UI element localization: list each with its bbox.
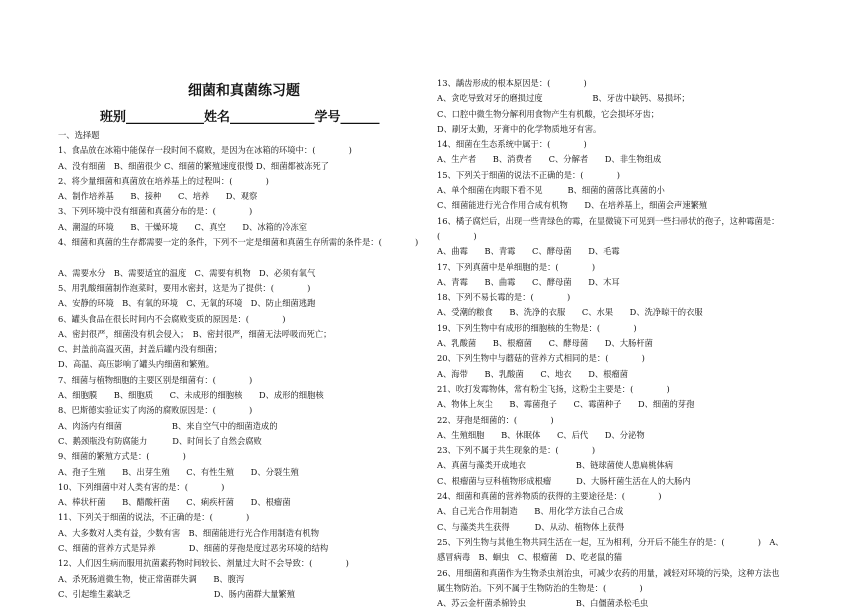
text-line: A、孢子生殖 B、出芽生殖 C、有性生殖 D、分裂生殖 xyxy=(58,466,299,477)
text-line: ( ) xyxy=(437,230,477,241)
text-line: 14、细菌在生态系统中属于：( ) xyxy=(437,139,587,150)
text-line: 一、选择题 xyxy=(58,130,100,140)
text-line: 6、罐头食品在很长时间内不会腐败变质的原因是：( ) xyxy=(58,313,286,324)
text-line: 9、细菌的繁殖方式是：( ) xyxy=(58,451,186,462)
text-line: A、生殖细胞 B、休眠体 C、后代 D、分泌物 xyxy=(437,429,645,440)
text-line: A、贪吃导致对牙的磨损过度 B、牙齿中缺钙、易损坏； xyxy=(437,93,690,104)
text-line: A、大多数对人类有益，少数有害 B、细菌能进行光合作用制造有机物 xyxy=(58,527,319,538)
text-line: A、物体上灰尘 B、霉菌孢子 C、霉菌种子 D、细菌的芽孢 xyxy=(437,399,695,410)
text-line: C、鹅颈瓶没有防腐能力 D、时间长了自然会腐败 xyxy=(58,435,262,446)
text-line: 11、下列关于细菌的说法，不正确的是：( ) xyxy=(58,512,250,523)
text-line: A、棒状杆菌 B、醋酸杆菌 C、痢疾杆菌 D、根瘤菌 xyxy=(58,497,291,508)
text-line: A、曲霉 B、青霉 C、酵母菌 D、毛霉 xyxy=(437,246,620,257)
text-line: A、细胞膜 B、细胞质 C、未成形的细胞核 D、成形的细胞核 xyxy=(58,390,324,401)
text-line: 12、人们因生病而服用抗菌素药物时间较长、剂量过大时不会导致：( ) xyxy=(58,558,349,569)
text-line: 22、芽孢是细菌的：( ) xyxy=(437,414,554,425)
text-line: 16、橘子腐烂后，出现一些青绿色的霉，在显微镜下可见到一些扫帚状的孢子，这种霉菌是： xyxy=(437,215,780,226)
text-line: 4、细菌和真菌的生存都需要一定的条件，下列不一定是细菌和真菌生存所需的条件是：( ) xyxy=(58,237,419,248)
text-line: D、高温、高压影响了罐头内细菌和繁殖。 xyxy=(58,359,214,370)
text-line: C、封盖前高温灭菌，封盖后罐内没有细菌； xyxy=(58,344,222,355)
text-line: A、生产者 B、消费者 C、分解者 D、非生物组成 xyxy=(437,154,662,165)
text-line: 3、下列环境中没有细菌和真菌分布的是：( ) xyxy=(58,206,253,217)
text-line: 21、吹打发霉物体，常有粉尘飞扬，这粉尘主要是：( ) xyxy=(437,383,670,394)
text-line: A、真菌与藻类开成地衣 B、链球菌使人患扁桃体病 xyxy=(437,460,674,471)
text-line xyxy=(58,250,430,265)
text-line: 5、用乳酸细菌制作泡菜时，要用水密封，这是为了提供：( ) xyxy=(58,282,311,293)
text-line: 7、细菌与植物细胞的主要区别是细菌有：( ) xyxy=(58,374,253,385)
text-line: A、苏云金杆菌杀棉铃虫 B、白僵菌杀松毛虫 xyxy=(437,598,649,609)
text-line: 19、下列生物中有成形的细胞核的生物是：( ) xyxy=(437,322,637,333)
text-line: 24、细菌和真菌的营养物质的获得的主要途径是：( ) xyxy=(437,491,662,502)
text-line: A、潮湿的环境 B、干燥环境 C、真空 D、冰箱的冷冻室 xyxy=(58,221,308,232)
right-question-list xyxy=(437,76,847,611)
text-line: A、自己光合作用制造 B、用化学方法自己合成 xyxy=(437,506,624,517)
text-line: 1、食品放在冰箱中能保存一段时间不腐败，是因为在冰箱的环境中：( ) xyxy=(58,145,352,156)
text-line: A、没有细菌 B、细菌很少 C、细菌的繁殖速度很慢 D、细菌都被冻死了 xyxy=(58,160,329,171)
text-line: 17、下列真菌中是单细胞的是：( ) xyxy=(437,261,596,272)
text-line: A、需要水分 B、需要适宜的温度 C、需要有机物 D、必须有氧气 xyxy=(58,267,316,278)
text-line: 2、将少量细菌和真菌放在培养基上的过程叫：( ) xyxy=(58,175,269,186)
page-title: 细菌和真菌练习题 xyxy=(188,83,300,99)
text-line: A、海带 B、乳酸菌 C、地衣 D、根瘤菌 xyxy=(437,368,629,379)
left-question-list xyxy=(58,128,430,602)
text-line: A、杀死肠道微生物，使正常菌群失调 B、腹泻 xyxy=(58,573,245,584)
text-line: 20、下列生物中与蘑菇的营养方式相同的是：( ) xyxy=(437,353,645,364)
text-line: C、与藻类共生获得 D、从动、植物体上获得 xyxy=(437,521,625,532)
text-line: C、根瘤菌与豆科植物形成根瘤 D、大肠杆菌生活在人的大肠内 xyxy=(437,475,691,486)
text-line: 18、下列不易长霉的是：( ) xyxy=(437,292,571,303)
text-line: A、单个细菌在肉眼下看不见 B、细菌的菌落比真菌的小 xyxy=(437,185,665,196)
text-line: 8、巴斯德实验证实了肉汤的腐败原因是：( ) xyxy=(58,405,253,416)
text-line: A、受潮的粮食 B、洗净的衣服 C、水果 D、洗净晾干的衣服 xyxy=(437,307,703,318)
text-line: D、刷牙太勤，牙膏中的化学物质地牙有害。 xyxy=(437,123,602,134)
text-line: A、肉汤内有细菌 B、来自空气中的细菌造成的 xyxy=(58,420,278,431)
student-info-line: 班别____________姓名_____________学号______ xyxy=(100,110,380,125)
text-line: C、细菌能进行光合作用合成有机物 D、在培养基上，细菌会声速繁殖 xyxy=(437,200,708,211)
text-line: 13、龋齿形成的根本原因是：( ) xyxy=(437,78,587,88)
text-line: 感冒病毒 B、蛔虫 C、根瘤菌 D、吃老鼠的猫 xyxy=(437,552,623,563)
text-line: 15、下列关于细菌的说法不正确的是：( ) xyxy=(437,169,620,180)
text-line: A、密封很严，细菌没有机会侵入； B、密封很严，细菌无法呼吸而死亡； xyxy=(58,328,332,339)
text-line: 23、下列不属于共生现象的是：( ) xyxy=(437,445,596,456)
text-line: C、引起维生素缺乏 D、肠内菌群大量繁殖 xyxy=(58,588,296,599)
text-line: C、口腔中微生物分解利用食物产生有机酸，它会损坏牙齿； xyxy=(437,108,660,119)
text-line: A、制作培养基 B、接种 C、培养 D、观察 xyxy=(58,191,258,202)
text-line: 属生物防治。下列不属于生物防治的生物是：( ) xyxy=(437,582,643,593)
text-line: 10、下列细菌中对人类有害的是：( ) xyxy=(58,481,225,492)
text-line: A、乳酸菌 B、根瘤菌 C、酵母菌 D、大肠杆菌 xyxy=(437,338,653,349)
text-line: A、青霉 B、曲霉 C、酵母菌 D、木耳 xyxy=(437,276,620,287)
text-line: A、安静的环境 B、有氧的环境 C、无氧的环境 D、防止细菌逃跑 xyxy=(58,298,316,309)
text-line: 25、下列生物与其他生物共同生活在一起，互为相利，分开后不能生存的是：( ) A、 xyxy=(437,536,784,547)
text-line: C、细菌的营养方式是异养 D、细菌的芽孢是度过恶劣环境的结构 xyxy=(58,543,329,554)
text-line: 26、用细菌和真菌作为生物杀虫剂治虫，可减少农药的用量，减轻对环境的污染，这种方法也 xyxy=(437,567,780,578)
